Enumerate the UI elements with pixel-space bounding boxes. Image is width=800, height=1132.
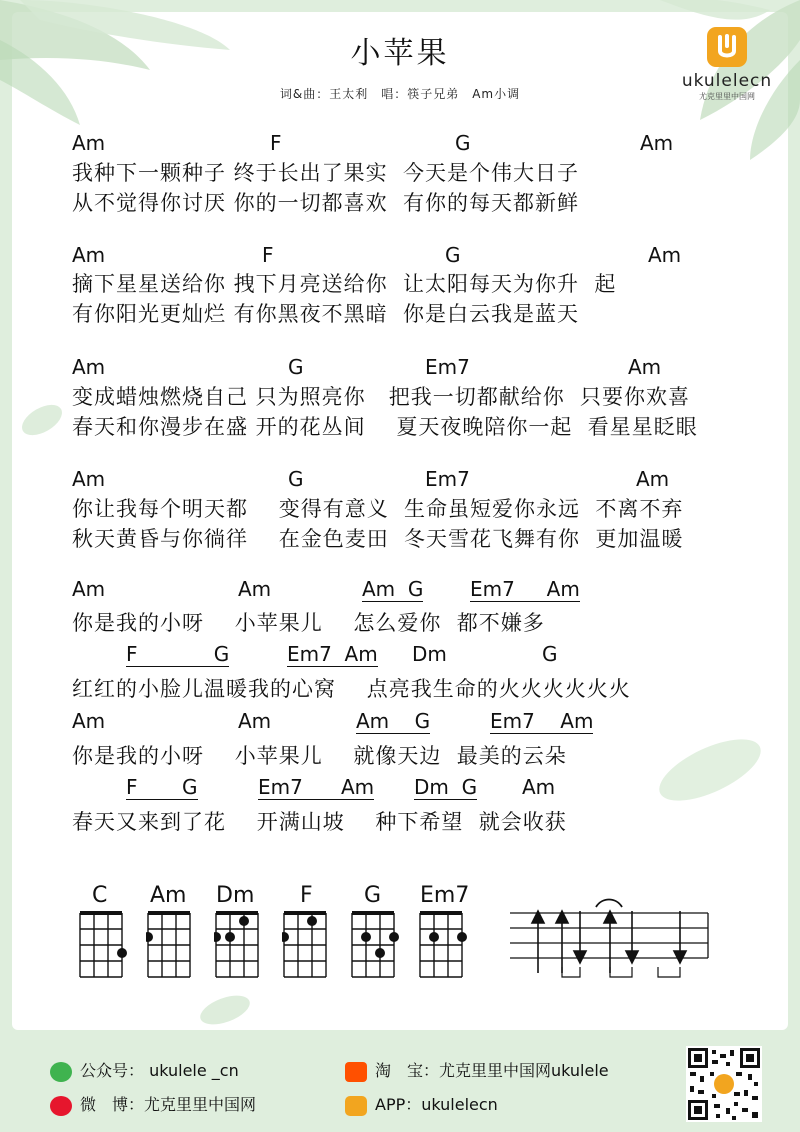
taobao-label: 淘 宝：尤克里里中国网ukulele (375, 1061, 609, 1080)
taobao-info (345, 1058, 609, 1082)
chord: Am (238, 577, 272, 601)
chord: Em7 Am (470, 577, 580, 601)
lyric-line: 你让我每个明天都 变得有意义 生命虽短爱你永远 不离不弃 (72, 497, 684, 521)
lyric-line: 从不觉得你讨厌 你的一切都喜欢 有你的每天都新鲜 (72, 191, 580, 215)
chord: Em7 (425, 355, 470, 379)
chord: Am (628, 355, 662, 379)
ukulelecn-logo (672, 27, 782, 102)
chord: Am G (356, 709, 431, 733)
chord: Em7 Am (287, 642, 378, 666)
chord: G (455, 131, 471, 155)
chord: F (262, 243, 274, 267)
chord: G (288, 355, 304, 379)
chord: Am (648, 243, 682, 267)
chord: Am (72, 709, 106, 733)
wechat-icon (50, 1062, 72, 1082)
lyric-line: 秋天黄昏与你徜徉 在金色麦田 冬天雪花飞舞有你 更加温暖 (72, 527, 684, 551)
leaf-decoration-bottom (190, 985, 260, 1035)
chord: Am (72, 355, 106, 379)
chord: Am (522, 775, 556, 799)
wechat-info (50, 1058, 239, 1082)
lyric-line: 你是我的小呀 小苹果儿 就像天边 最美的云朵 (72, 744, 567, 768)
song-credits: 词&曲：王太利 唱：筷子兄弟 Am小调 (279, 87, 521, 101)
lyric-line: 变成蜡烛燃烧自己 只为照亮你 把我一切都献给你 只要你欢喜 (72, 385, 691, 409)
app-label: APP：ukulelecn (375, 1095, 498, 1114)
chord: F (270, 131, 282, 155)
chord: Am (72, 131, 106, 155)
weibo-icon (50, 1096, 72, 1116)
app-info (345, 1092, 498, 1116)
chord: Em7 Am (258, 775, 375, 799)
app-icon (345, 1096, 367, 1116)
chord: Am (72, 243, 106, 267)
qr-code (686, 1046, 762, 1122)
logo-name: ukulelecn (681, 71, 773, 91)
leaf-decoration-right (640, 720, 770, 840)
chord: G (445, 243, 461, 267)
strumming-pattern (510, 895, 710, 985)
wechat-label: 公众号： ukulele _cn (80, 1061, 239, 1080)
chord: Em7 Am (490, 709, 594, 733)
chord: G (288, 467, 304, 491)
lyric-line: 春天和你漫步在盛 开的花丛间 夏天夜晚陪你一起 看星星眨眼 (72, 415, 698, 439)
chord: Am (238, 709, 272, 733)
chord: Am (636, 467, 670, 491)
chord: F G (126, 775, 198, 799)
ukulele-logo-icon (707, 27, 747, 67)
lyric-line: 摘下星星送给你 拽下月亮送给你 让太阳每天为你升 起 (72, 272, 617, 296)
lyric-line: 红红的小脸儿温暖我的心窝 点亮我生命的火火火火火火 (72, 677, 631, 701)
song-title: 小苹果 (350, 36, 450, 71)
lyric-line: 春天又来到了花 开满山坡 种下希望 就会收获 (72, 810, 567, 834)
chord: Am (72, 577, 106, 601)
chord: F G (126, 642, 230, 666)
taobao-icon (345, 1062, 367, 1082)
chord: Dm G (414, 775, 478, 799)
leaf-decoration-left (12, 390, 72, 450)
lyric-line: 有你阳光更灿烂 有你黑夜不黑暗 你是白云我是蓝天 (72, 302, 580, 326)
lyric-line: 你是我的小呀 小苹果儿 怎么爱你 都不嫌多 (72, 611, 545, 635)
chord: G (542, 642, 558, 666)
chord: Em7 (425, 467, 470, 491)
lyric-line: 我种下一颗种子 终于长出了果实 今天是个伟大日子 (72, 161, 580, 185)
logo-subtitle: 尤克里里中国网 (699, 92, 755, 101)
chord: Am (72, 467, 106, 491)
chord: Am (640, 131, 674, 155)
chord: Dm (412, 642, 447, 666)
chord: Am G (362, 577, 424, 601)
weibo-info (50, 1092, 256, 1116)
weibo-label: 微 博：尤克里里中国网 (80, 1095, 257, 1114)
